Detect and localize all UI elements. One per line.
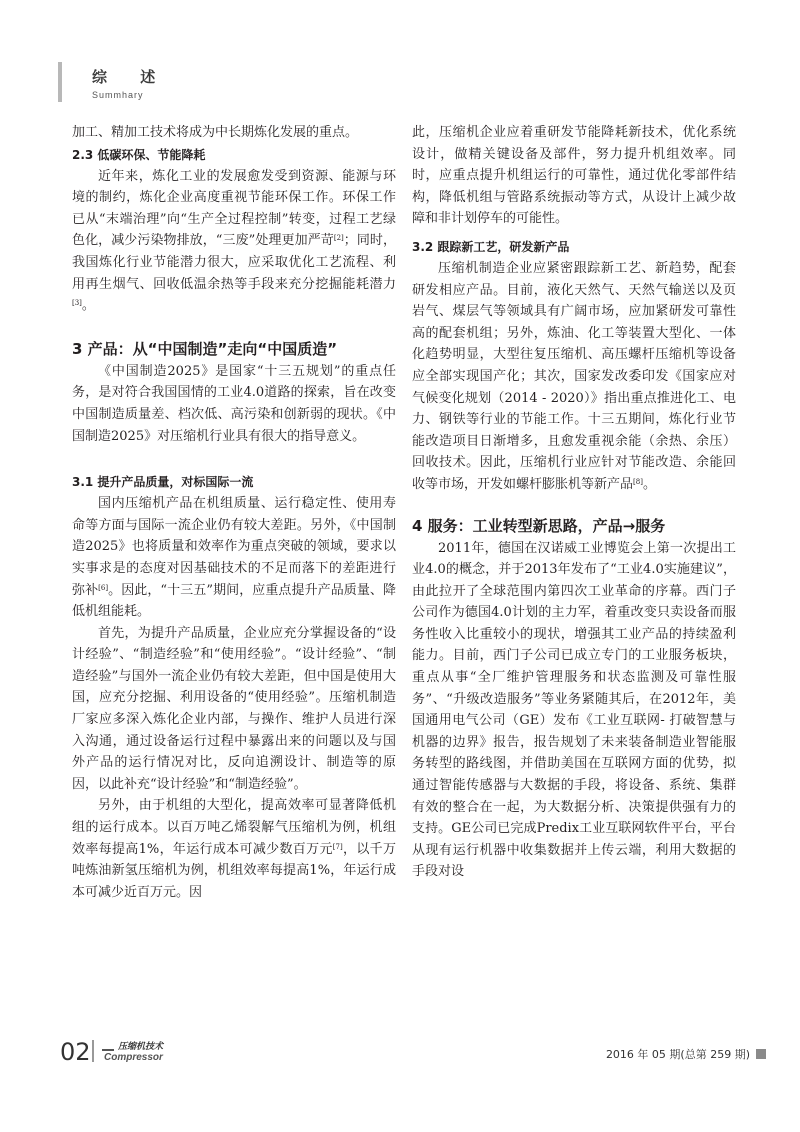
paragraph: 国内压缩机产品在机组质量、运行稳定性、使用寿命等方面与国际一流企业仍有较大差距。另外，《中国制造2025》也将质量和效率作为重点突破的领域，要求以实事求是的态度对因基础技术的不足而落下的差距进行弥补[6]。因此，“十三五”期间，应重点提升产品质量、降低机组能耗。 [72,496,396,620]
section-label-en: Summhary [92,90,144,100]
heading-4: 4 服务：工业转型新思路，产品→服务 [412,516,666,535]
paragraph: 压缩机制造企业应紧密跟踪新工艺、新趋势，配套研发相应产品。目前，液化天然气、天然气输送以及页岩气、煤层气等领域具有广阔市场，应加紧研发可靠性高的配套机组；另外，炼油、化工等装置大型化、一体化趋势明显，大型往复压缩机、高压螺杆压缩机等设备应全部实现国产化；其次，国家发改委印发《国家应对气候变化规划（2014 - 2020）》指出重点推进化工、电力、钢铁等行业的节能工作。十三五期间，炼化行业节能改造项目日渐增多，且愈发重视余能（余热、余压）回收技术。因此，压缩机行业应针对节能改造、余能回收等市场，开发如螺杆膨胀机等新产品[8]。 [412,260,736,492]
header-bar-icon [58,62,62,102]
heading-3: 3 产品：从“中国制造”走向“中国质造” [72,339,338,358]
page-number: 02 [60,1038,91,1066]
paragraph: 近年来，炼化工业的发展愈发受到资源、能源与环境的制约，炼化企业高度重视节能环保工作。环保工作已从“末端治理”向“生产全过程控制”转变，过程工艺绿色化，减少污染物排放，“三废”处理更加严苛[2]；同时，我国炼化行业节能潜力很大，应采取优化工艺流程、利用再生烟气、回收低温余热等手段来充分挖掘能耗潜力[3]。 [72,168,396,314]
citation-7[interactable]: [7] [332,842,343,851]
issue-info [606,1046,766,1062]
citation-6[interactable]: [6] [98,583,109,592]
citation-2[interactable]: [2] [333,234,344,243]
paragraph: 《中国制造2025》是国家“十三五规划”的重点任务，是对符合我国国情的工业4.0道路的探索，旨在改变中国制造质量差、档次低、高污染和创新弱的现状。《中国制造2025》对压缩机行业具有很大的指导意义。 [72,363,396,444]
heading-3-2: 3.2 跟踪新工艺，研发新产品 [412,239,570,254]
paragraph: 此，压缩机企业应着重研发节能降耗新技术，优化系统设计，做精关键设备及部件，努力提升机组效率。同时，应重点提升机组运行的可靠性，通过优化零部件结构，降低机组与管路系统振动等方式，从设计上减少故障和非计划停车的可能性。 [412,125,736,227]
citation-3[interactable]: [3] [72,299,82,308]
paragraph: 2011年，德国在汉诺威工业博览会上第一次提出工业4.0的概念，并于2013年发布了“工业4.0实施建议”，由此拉开了全球范围内第四次工业革命的序幕。西门子公司作为德国4.0计划的主力军，着重改变只卖设备而服务性收入比重较小的现状，增强其工业产品的持续盈利能力。目前，西门子公司已成立专门的工业服务板块，重点从事“全厂维护管理服务和状态监测及可靠性服务”、“升级改造服务”等业务紧随其后，在2012年，美国通用电气公司（GE）发布《工业互联网- 打破智慧与机器的边界》报告，报告规划了未来装备制造业智能服务转型的路线图，并借助美国在互联网方面的优势，拟通过智能传感器与大数据的手段，将设备、系统、集群有效的整合在一起，为大数据分析、决策提供强有力的支持。GE公司已完成Predix工业互联网软件平台，平台从现有运行机器中收集数据并上传云端，利用大数据的手段对设 [412,540,736,880]
footer-divider [92,1040,94,1062]
logo-cn: 压缩机技术 [118,1042,164,1052]
citation-8[interactable]: [8] [633,477,643,486]
heading-2-3: 2.3 低碳环保、节能降耗 [72,147,206,162]
square-icon [756,1049,766,1059]
paragraph: 另外，由于机组的大型化，提高效率可显著降低机组的运行成本。以百万吨乙烯裂解气压缩机为例，机组效率每提高1%，年运行成本可减少数百万元[7]，以千万吨炼油新氢压缩机为例，机组效率每提高1%，年运行成本可减少近百万元。因 [72,798,396,900]
journal-logo-icon [102,1040,198,1062]
section-label: 综 述 [92,68,170,86]
right-column [412,122,736,883]
paragraph: 首先，为提升产品质量，企业应充分掌握设备的“设计经验”、“制造经验”和“使用经验”。“设计经验”、“制造经验”与国外一流企业仍有较大差距，但中国是使用大国，应充分挖掘、利用设备的“使用经验”。压缩机制造厂家应多深入炼化企业内部，与操作、维护人员进行深入沟通，通过设备运行过程中暴露出来的问题以及与国外产品的运行情况对比，反向追溯设计、制造等的原因，以此补充“设计经验”和“制造经验”。 [72,625,396,792]
paragraph: 加工、精加工技术将成为中长期炼化发展的重点。 [72,125,359,140]
left-column [72,122,396,903]
issue-text: 2016 年 05 期(总第 259 期) [605,1048,750,1061]
heading-3-1: 3.1 提升产品质量，对标国际一流 [72,475,254,490]
logo-en: Compressor [104,1052,163,1062]
